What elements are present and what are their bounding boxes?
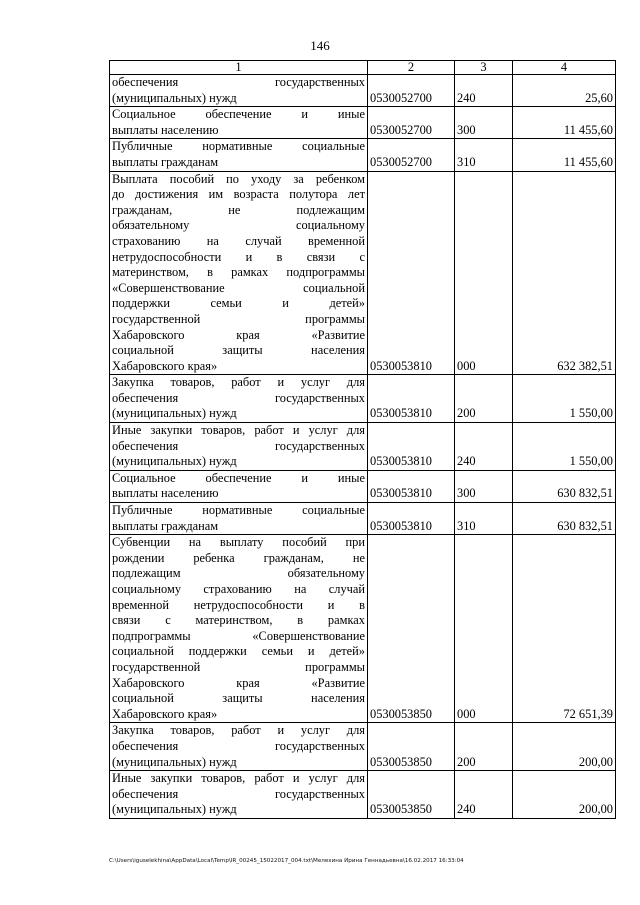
row-description [110,503,368,535]
row-amount: 11 455,60 [513,107,616,139]
description-line: Субвенции на выплату пособий при [112,535,365,550]
row-expense-type: 300 [455,470,513,502]
file-path-footer: C:\Users\iguselekhina\AppData\Local\Temp\IR_00245_15022017_004.txt\Мелехина Ирина Геннадьевна\16.02.2017 16:33:04 [109,858,464,864]
description-line: Выплата пособий по уходу за ребенком [112,171,365,186]
table-row [110,771,616,819]
table-row [110,75,616,107]
row-amount: 25,60 [513,75,616,107]
table-row [110,375,616,423]
row-target-article: 0530053850 [368,535,455,723]
row-target-article: 0530053810 [368,423,455,471]
description-line: выплаты гражданам [112,154,219,169]
row-target-article: 0530053810 [368,470,455,502]
row-target-article: 0530052700 [368,139,455,171]
description-line: поддержки семьи и детей» [112,296,365,311]
table-row [110,723,616,771]
description-line: выплаты гражданам [112,518,219,533]
row-expense-type: 310 [455,503,513,535]
table-row [110,423,616,471]
description-line: Социальное обеспечение и иные [112,470,365,485]
description-line: (муниципальных) нужд [112,406,237,421]
row-description [110,423,368,471]
row-amount: 1 550,00 [513,375,616,423]
description-line: Иные закупки товаров, работ и услуг для [112,423,365,438]
row-description [110,171,368,375]
description-line: связи с материнством, в рамках [112,613,365,628]
header-cell: 3 [455,61,513,75]
row-expense-type: 310 [455,139,513,171]
description-line: обеспечения государственных [112,75,365,89]
description-line: Хабаровского края «Развитие [112,675,365,690]
row-description [110,139,368,171]
description-line: (муниципальных) нужд [112,90,237,105]
description-line: обеспечения государственных [112,438,365,453]
row-amount: 72 651,39 [513,535,616,723]
description-line: социальной защиты населения [112,343,365,358]
row-expense-type: 240 [455,75,513,107]
table-header-row [110,61,616,75]
description-line: Закупка товаров, работ и услуг для [112,723,365,738]
row-expense-type: 200 [455,375,513,423]
description-line: социальному страхованию на случай [112,582,365,596]
row-description [110,375,368,423]
row-expense-type: 300 [455,107,513,139]
description-line: обеспечения государственных [112,786,365,801]
row-description [110,107,368,139]
row-expense-type: 240 [455,771,513,819]
header-cell: 2 [368,61,455,75]
row-target-article: 0530053850 [368,771,455,819]
description-line: материнством, в рамках подпрограммы [112,265,365,280]
row-amount: 11 455,60 [513,139,616,171]
row-expense-type: 000 [455,535,513,723]
row-description [110,771,368,819]
description-line: выплаты населению [112,122,219,137]
row-target-article: 0530052700 [368,107,455,139]
row-description [110,535,368,723]
row-amount: 630 832,51 [513,503,616,535]
row-description [110,470,368,502]
header-cell: 1 [110,61,368,75]
description-line: Хабаровского края» [112,706,218,721]
row-amount: 630 832,51 [513,470,616,502]
description-line: страхованию на случай временной [112,233,365,248]
description-line: подпрограммы «Совершенствование [112,628,365,643]
table-row [110,535,616,723]
row-amount: 200,00 [513,723,616,771]
description-line: Публичные нормативные социальные [112,503,365,518]
description-line: нетрудоспособности и в связи с [112,249,365,264]
header-cell: 4 [513,61,616,75]
description-line: Закупка товаров, работ и услуг для [112,375,365,390]
description-line: (муниципальных) нужд [112,754,237,769]
row-description [110,75,368,107]
table-row [110,139,616,171]
row-amount: 200,00 [513,771,616,819]
row-expense-type: 200 [455,723,513,771]
description-line: государственной программы [112,659,365,674]
row-target-article: 0530053810 [368,171,455,375]
row-target-article: 0530052700 [368,75,455,107]
description-line: рождении ребенка гражданам, не [112,550,365,565]
description-line: подлежащим обязательному [112,566,365,581]
row-amount: 1 550,00 [513,423,616,471]
description-line: «Совершенствование социальной [112,280,365,295]
row-target-article: 0530053810 [368,375,455,423]
description-line: Иные закупки товаров, работ и услуг для [112,771,365,786]
description-line: обязательному социальному [112,218,365,233]
description-line: Хабаровского края» [112,358,218,373]
row-target-article: 0530053810 [368,503,455,535]
table-row [110,503,616,535]
description-line: временной нетрудоспособности и в [112,597,365,612]
description-line: Хабаровского края «Развитие [112,327,365,342]
row-expense-type: 000 [455,171,513,375]
description-line: Социальное обеспечение и иные [112,107,365,122]
row-amount: 632 382,51 [513,171,616,375]
description-line: (муниципальных) нужд [112,802,237,817]
description-line: социальной защиты населения [112,691,365,706]
row-target-article: 0530053850 [368,723,455,771]
table-row [110,107,616,139]
description-line: обеспечения государственных [112,390,365,405]
description-line: гражданам, не подлежащим [112,202,365,217]
row-expense-type: 240 [455,423,513,471]
description-line: государственной программы [112,311,365,326]
description-line: социальной поддержки семьи и детей» [112,644,365,659]
description-line: выплаты населению [112,486,219,501]
description-line: до достижения им возраста полутора лет [112,187,365,202]
budget-table [109,60,616,819]
page-number: 146 [310,38,330,53]
row-description [110,723,368,771]
description-line: Публичные нормативные социальные [112,139,365,154]
description-line: обеспечения государственных [112,738,365,753]
table-row [110,470,616,502]
description-line: (муниципальных) нужд [112,454,237,469]
table-row [110,171,616,375]
